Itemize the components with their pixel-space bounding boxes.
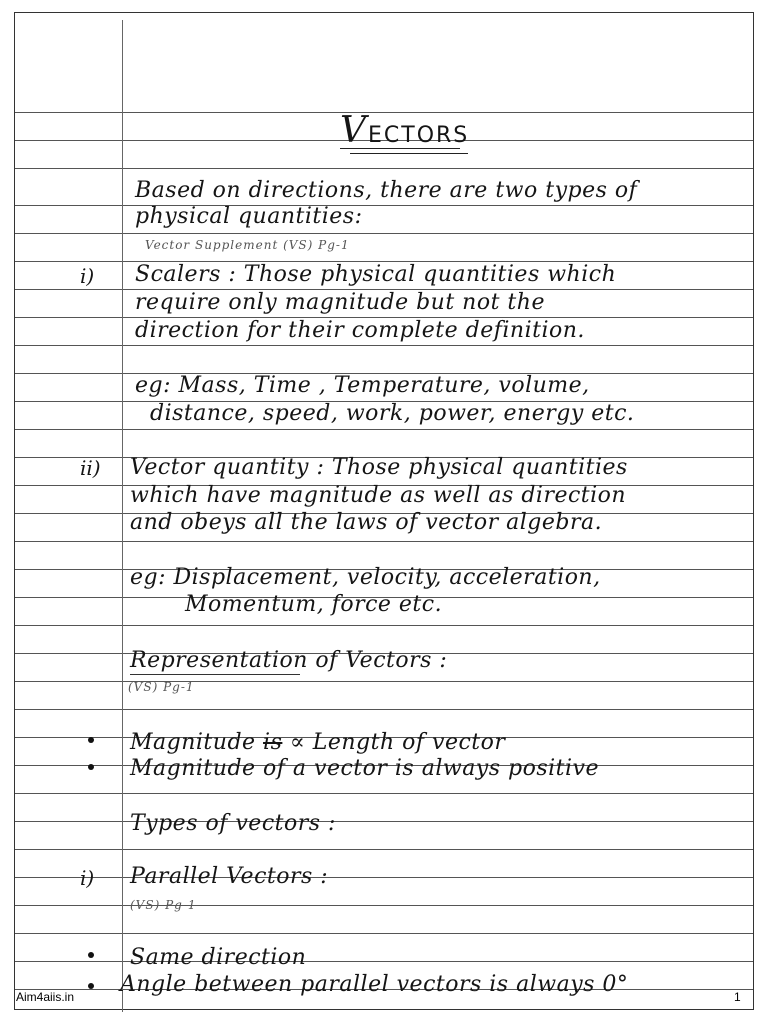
ruled-line (15, 793, 753, 794)
scalars-line-3: direction for their complete definition. (135, 318, 585, 343)
item-marker: i) (80, 264, 95, 288)
reference-note: (VS) Pg-1 (130, 898, 197, 912)
scalars-example-2: distance, speed, work, power, energy etc. (150, 401, 635, 426)
intro-line-2: physical quantities: (135, 204, 363, 229)
item-marker: i) (80, 866, 95, 890)
page-title (340, 110, 469, 151)
ruled-line (15, 905, 753, 906)
struck-word: is (263, 730, 283, 755)
ruled-line (15, 429, 753, 430)
title-rest: ECTORS (368, 123, 470, 148)
margin-line (122, 20, 123, 1012)
source-label: Aim4aiis.in (16, 990, 75, 1004)
bullet-dot (88, 952, 94, 958)
reference-note: Vector Supplement (VS) Pg-1 (145, 238, 350, 252)
vectors-example-2: Momentum, force etc. (185, 592, 443, 617)
bullet-dot (88, 983, 94, 989)
representation-bullet-2: Magnitude of a vector is always positive (130, 756, 600, 781)
title-underline (340, 148, 460, 149)
ruled-line (15, 849, 753, 850)
ruled-line (15, 205, 753, 206)
title-initial: V (340, 110, 368, 151)
ruled-line (15, 345, 753, 346)
bullet-dot (88, 737, 94, 743)
parallel-heading: Parallel Vectors : (130, 864, 329, 889)
scalars-line-2: require only magnitude but not the (135, 290, 545, 315)
ruled-line (15, 168, 753, 169)
scalars-example-1: eg: Mass, Time , Temperature, volume, (135, 373, 590, 398)
ruled-line (15, 625, 753, 626)
vectors-line-3: and obeys all the laws of vector algebra. (130, 510, 603, 535)
bullet-text: ∝ Length of vector (282, 730, 506, 755)
vectors-example-1: eg: Displacement, velocity, acceleration, (130, 565, 601, 590)
intro-line-1: Based on directions, there are two types of (135, 178, 638, 203)
bullet-text: Magnitude (130, 730, 264, 755)
ruled-line (15, 821, 753, 822)
item-marker: ii) (80, 456, 101, 480)
heading-underline (130, 674, 300, 675)
bullet-dot (88, 764, 94, 770)
ruled-line (15, 933, 753, 934)
ruled-line (15, 709, 753, 710)
scalars-line-1: Scalers : Those physical quantities which (135, 262, 617, 287)
title-underline (350, 153, 468, 154)
parallel-bullet-2: Angle between parallel vectors is always 0° (120, 972, 629, 997)
reference-note: (VS) Pg-1 (128, 680, 195, 694)
ruled-line (15, 961, 753, 962)
page-number: 1 (734, 990, 741, 1004)
representation-heading: Representation of Vectors : (130, 648, 448, 673)
vectors-line-1: Vector quantity : Those physical quantities (130, 455, 628, 480)
types-heading: Types of vectors : (130, 811, 336, 836)
ruled-line (15, 681, 753, 682)
ruled-line (15, 877, 753, 878)
vectors-line-2: which have magnitude as well as direction (130, 483, 627, 508)
ruled-line (15, 541, 753, 542)
ruled-line (15, 233, 753, 234)
parallel-bullet-1: Same direction (130, 945, 307, 970)
representation-bullet-1 (130, 730, 505, 755)
